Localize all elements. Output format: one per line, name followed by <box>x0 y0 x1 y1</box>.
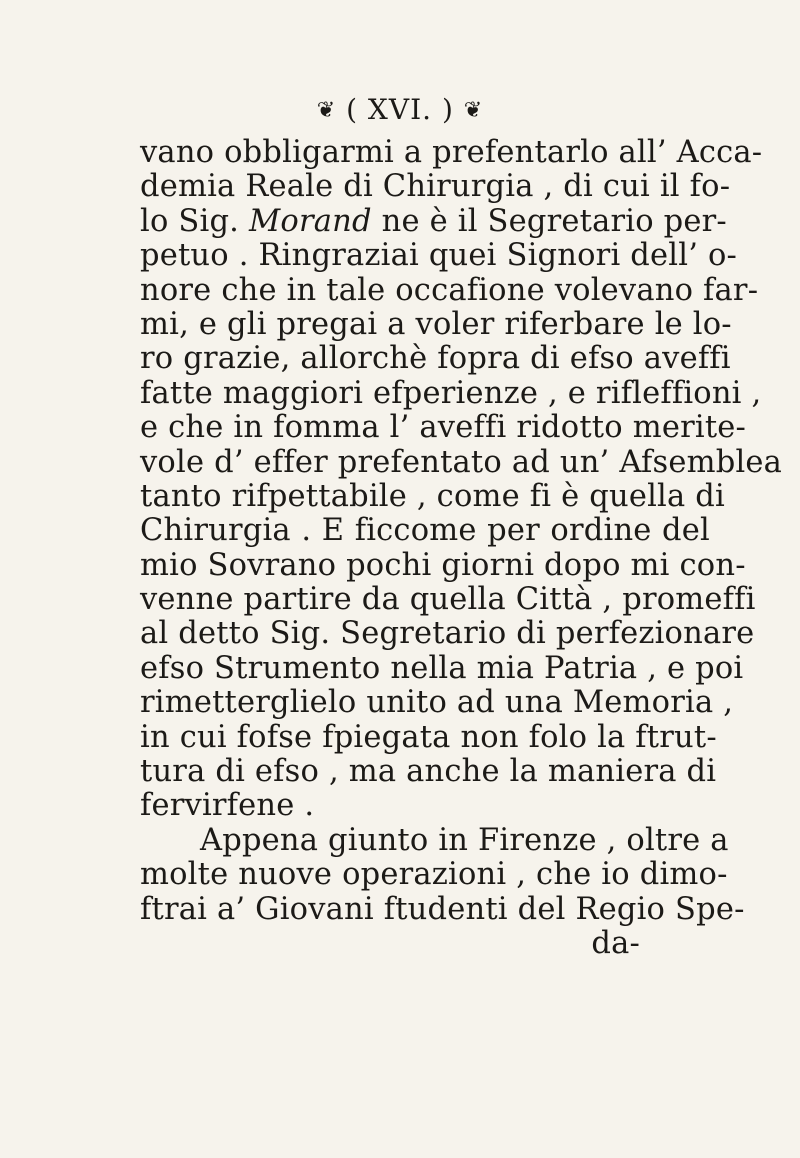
text-line: rimetterglielo unito ad una Memoria , <box>140 685 734 721</box>
text-line: nore che in tale occafione volevano far- <box>140 272 759 308</box>
page-header <box>0 93 800 128</box>
text-line: fervirfene . <box>140 788 315 824</box>
text-line: tanto rifpettabile , come fi è quella di <box>140 478 725 514</box>
ornament-left-icon: ❦ <box>316 98 337 123</box>
text-line: ftrai a’ Giovani ftudenti del Regio Spe- <box>140 891 745 927</box>
text-line: mio Sovrano pochi giorni dopo mi con- <box>140 547 746 583</box>
text-line: vano obbligarmi a prefentarlo all’ Acca- <box>140 135 763 170</box>
text-line: ro grazie, allorchè fopra di efso aveffi <box>140 341 731 377</box>
text-line: Chirurgia . E ficcome per ordine del <box>140 513 710 549</box>
text-line: e che in fomma l’ aveffi ridotto merite- <box>140 410 747 446</box>
page-number: ( XVI. ) <box>346 93 454 126</box>
text-line: tura di efso , ma anche la maniera di <box>140 754 717 790</box>
text-line: al detto Sig. Segretario di perfezionare <box>140 616 755 652</box>
text-line: fatte maggiori efperienze , e rifleffioni , <box>140 375 762 411</box>
text-line: Appena giunto in Firenze , oltre a <box>200 822 729 858</box>
text-line: venne partire da quella Città , promeffi <box>140 582 756 618</box>
text-line: efso Strumento nella mia Patria , e poi <box>140 650 744 686</box>
body-text <box>140 135 783 961</box>
text-line <box>140 203 727 239</box>
text-line: molte nuove operazioni , che io dimo- <box>140 857 728 893</box>
ornament-right-icon: ❦ <box>463 98 484 123</box>
text-line: vole d’ effer prefentato ad un’ Afsemblea <box>140 444 783 480</box>
text-line: demia Reale di Chirurgia , di cui il fo- <box>140 169 731 205</box>
text-line: in cui fofse fpiegata non folo la ftrut- <box>140 719 717 755</box>
text-line: petuo . Ringraziai quei Signori dell’ o- <box>140 238 738 274</box>
text-fragment: ne è il Segretario per- <box>371 203 727 239</box>
text-fragment: lo Sig. <box>140 203 249 239</box>
italic-name: Morand <box>248 203 372 239</box>
text-line: mi, e gli pregai a voler riferbare le lo- <box>140 306 732 342</box>
catchword: da- <box>591 925 640 961</box>
